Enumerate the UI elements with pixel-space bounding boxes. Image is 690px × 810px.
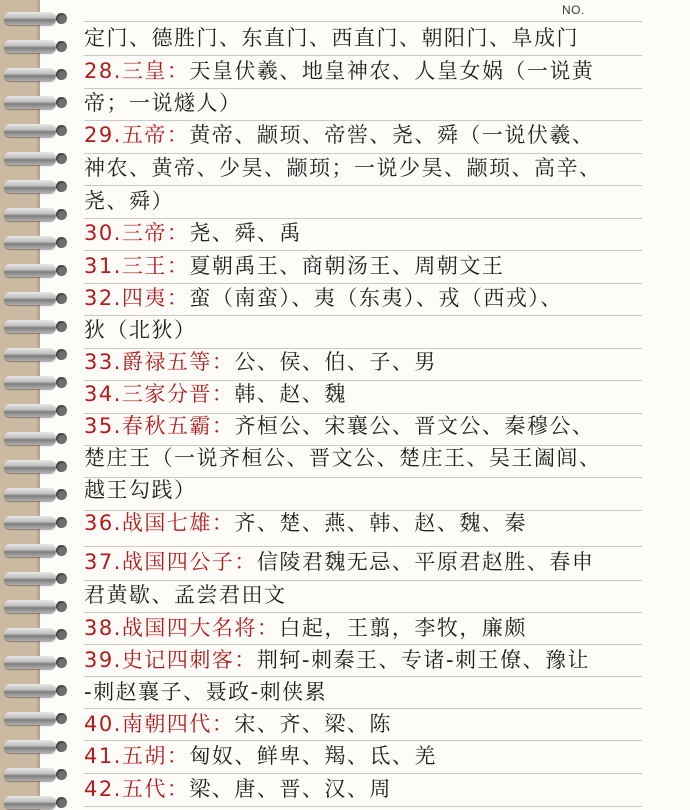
item-heading: 28.三皇： [84,59,190,83]
item-text: 尧、舜、禹 [189,221,302,245]
item-text: 定门、德胜门、东直门、西直门、朝阳门、阜成门 [84,26,579,50]
item-text: 公、侯、伯、子、男 [234,350,437,374]
spiral-ring [4,460,68,473]
item-text: 宋、齐、梁、陈 [234,712,392,736]
note-line [84,442,684,474]
note-line [84,217,684,249]
note-line [84,22,684,54]
spiral-ring [4,96,68,109]
item-heading: 35.春秋五霸： [84,414,235,438]
spiral-ring [4,740,68,753]
item-text: 楚庄王（一说齐桓公、晋文公、楚庄王、吴王阖闾、 [84,446,602,470]
spiral-ring [4,40,68,53]
spiral-ring [4,628,68,641]
item-heading: 30.三帝： [84,221,190,245]
item-text: 信陵君魏无忌、平原君赵胜、春申 [256,550,595,574]
note-line [84,474,684,506]
spiral-ring [4,348,68,361]
item-heading: 29.五帝： [84,123,190,147]
spiral-ring [4,432,68,445]
note-line [84,314,684,346]
spiral-ring [4,404,68,417]
spiral-ring [4,12,68,25]
note-line [84,546,684,578]
item-text: 荆轲-刺秦王、专诸-刺王僚、豫让 [256,648,591,672]
note-line [84,773,684,805]
item-heading: 34.三家分晋： [84,382,235,406]
item-heading: 39.史记四刺客： [84,648,257,672]
item-text: 黄帝、颛顼、帝喾、尧、舜（一说伏羲、 [189,123,595,147]
spiral-ring [4,544,68,557]
note-line [84,708,684,740]
item-heading: 31.三王： [84,254,190,278]
spiral-ring [4,572,68,585]
item-text: 梁、唐、晋、汉、周 [189,777,392,801]
spiral-ring [4,292,68,305]
item-text: 匈奴、鲜卑、羯、氐、羌 [189,744,437,768]
spiral-ring [4,152,68,165]
note-line [84,250,684,282]
note-line [84,282,684,314]
item-text: 神农、黄帝、少昊、颛顼；一说少昊、颛顼、高辛、 [84,156,602,180]
item-text: 蛮（南蛮）、夷（东夷）、戎（西戎）、 [189,286,563,310]
spiral-ring [4,712,68,725]
item-text: 齐、楚、燕、韩、赵、魏、秦 [234,511,527,535]
page-number-label: NO. [562,3,585,17]
note-line [84,185,684,217]
item-heading: 32.四夷： [84,286,190,310]
item-text: 狄（北狄） [84,318,197,342]
item-heading: 36.战国七雄： [84,511,235,535]
spiral-ring [4,600,68,613]
spiral-ring [4,180,68,193]
ruled-line [84,806,642,807]
item-heading: 41.五胡： [84,744,190,768]
item-heading: 40.南朝四代： [84,712,235,736]
item-text: 君黄歇、孟尝君田文 [84,583,287,607]
spiral-ring [4,208,68,221]
note-line [84,740,684,772]
spiral-ring [4,376,68,389]
item-text: 天皇伏羲、地皇神农、人皇女娲（一说黄 [189,59,595,83]
spiral-ring [4,796,68,809]
item-text: 夏朝禹王、商朝汤王、周朝文王 [189,254,505,278]
item-heading: 38.战国四大名将： [84,616,280,640]
note-line [84,644,684,676]
item-text: 越王勾践） [84,478,197,502]
item-text: 白起，王翦，李牧，廉颇 [279,616,527,640]
item-text: -刺赵襄子、聂政-刺侠累 [84,680,328,704]
note-line [84,410,684,442]
item-heading: 37.战国四公子： [84,550,257,574]
note-line [84,87,684,119]
spiral-ring [4,320,68,333]
note-line [84,152,684,184]
note-line [84,507,684,539]
note-line [84,378,684,410]
note-line [84,676,684,708]
spiral-ring [4,68,68,81]
note-line [84,346,684,378]
note-line [84,119,684,151]
spiral-ring [4,264,68,277]
item-text: 齐桓公、宋襄公、晋文公、秦穆公、 [234,414,595,438]
spiral-ring [4,684,68,697]
spiral-ring [4,516,68,529]
spiral-ring [4,768,68,781]
item-heading: 42.五代： [84,777,190,801]
note-line [84,612,684,644]
item-text: 韩、赵、魏 [234,382,347,406]
note-line [84,579,684,611]
item-text: 帝；一说燧人） [84,91,242,115]
spiral-ring [4,236,68,249]
spiral-ring [4,124,68,137]
spiral-ring [4,656,68,669]
item-text: 尧、舜） [84,189,174,213]
spiral-ring [4,488,68,501]
note-line [84,55,684,87]
item-heading: 33.爵禄五等： [84,350,235,374]
